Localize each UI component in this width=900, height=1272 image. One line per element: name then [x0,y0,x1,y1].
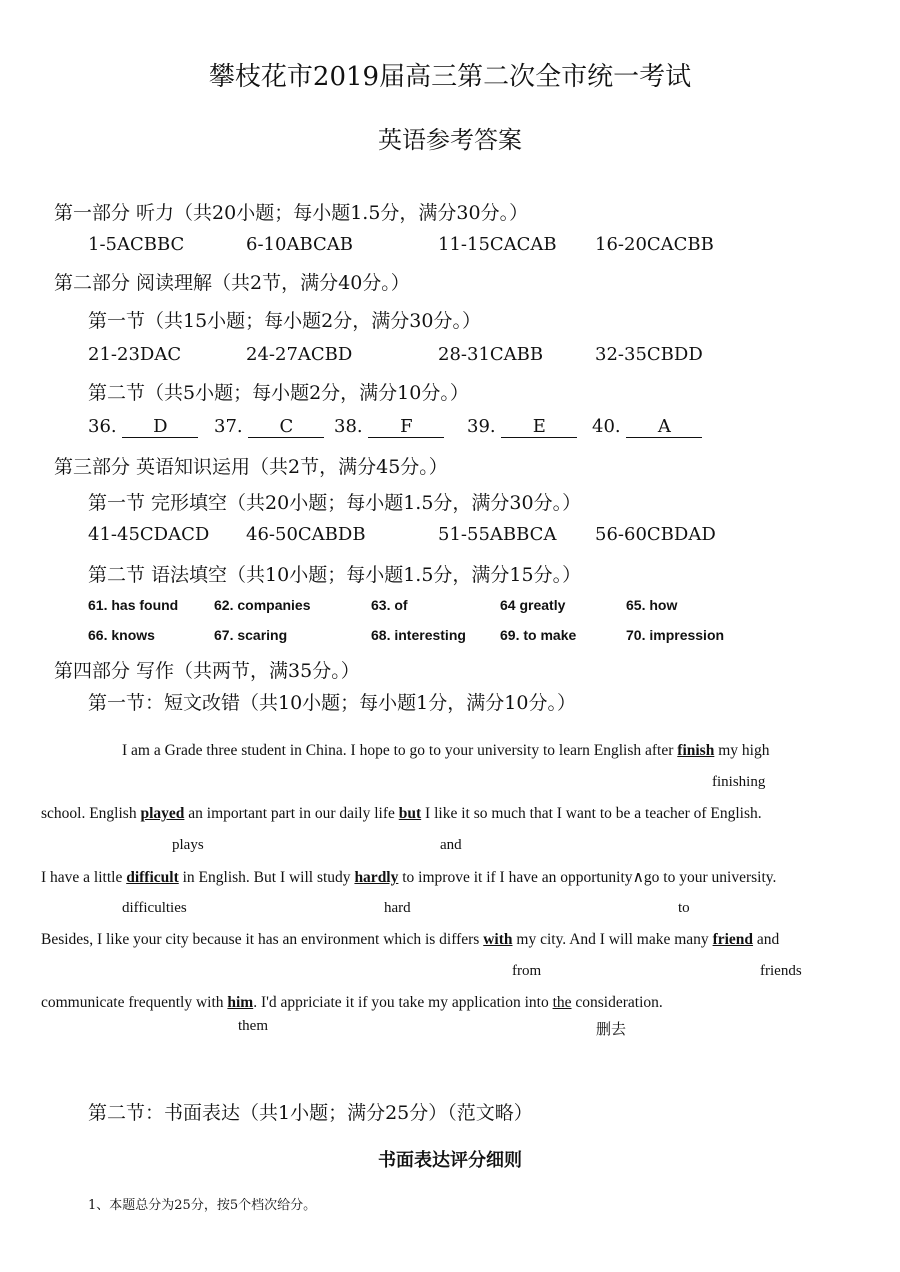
grammar-answer: 67. scaring [214,627,288,643]
essay-line: school. English played an important part in our daily life but I like it so much that I want to be a teacher of English. [41,805,762,822]
answer-group: 56-60CBDAD [595,524,716,545]
grammar-answer: 65. how [626,597,678,613]
grammar-answer: 62. companies [214,597,311,613]
answer-group: 51-55ABBCA [438,524,557,545]
error-word: played [140,805,185,822]
error-word: hardly [354,869,399,886]
error-word: but [398,805,422,822]
grammar-answer: 61. has found [88,597,179,613]
essay-line: I have a little difficult in English. But I will study hardly to improve it if I have an opportunity∧go to your university. [41,869,777,886]
blank-item: 39. E [467,416,577,438]
answer-group: 16-20CACBB [595,234,714,255]
error-word: friend [712,931,754,948]
correction: friends [760,963,802,979]
error-word: the [552,994,572,1011]
answer-group: 1-5ACBBC [88,234,185,255]
blank-item: 40. A [592,416,702,438]
grammar-answer: 70. impression [626,627,725,643]
grammar-answer: 68. interesting [371,627,466,643]
error-word: him [227,994,254,1011]
page-subtitle: 英语参考答案 [378,126,522,154]
part2-sec2-heading: 第二节（共5小题；每小题2分，满分10分。） [88,382,469,404]
correction: from [512,963,542,979]
insert-mark: ∧ [632,869,644,886]
part2-sec1-heading: 第一节（共15小题；每小题2分，满分30分。） [88,310,481,332]
correction: 删去 [596,1022,627,1038]
essay-line: I am a Grade three student in China. I hope to go to your university to learn English after finish my high [122,742,770,759]
blank-answer: F [368,416,444,438]
blank-item: 38. F [334,416,444,438]
part3-sec2-heading: 第二节 语法填空（共10小题；每小题1.5分，满分15分。） [88,564,582,586]
blank-answer: D [122,416,198,438]
part1-heading: 第一部分 听力（共20小题；每小题1.5分，满分30分。） [54,202,529,224]
error-word: finish [677,742,715,759]
correction: finishing [712,774,766,790]
correction: plays [172,837,204,853]
answer-group: 11-15CACAB [438,234,557,255]
answer-group: 28-31CABB [438,344,544,365]
correction: and [440,837,462,853]
grammar-answer: 66. knows [88,627,155,643]
answer-group: 32-35CBDD [595,344,703,365]
answer-group: 24-27ACBD [246,344,353,365]
part2-heading: 第二部分 阅读理解（共2节，满分40分。） [54,272,410,294]
part4-heading: 第四部分 写作（共两节，满35分。） [54,660,360,682]
answer-group: 21-23DAC [88,344,182,365]
error-word: with [483,931,513,948]
grammar-answer: 69. to make [500,627,577,643]
part4-sec1-heading: 第一节：短文改错（共10小题；每小题1分，满分10分。） [88,692,576,714]
answer-group: 6-10ABCAB [246,234,353,255]
page-title: 攀枝花市2019届高三第二次全市统一考试 [208,62,692,92]
essay-line: communicate frequently with him. I'd appriciate it if you take my application into the consideration. [41,994,663,1011]
part3-sec1-heading: 第一节 完形填空（共20小题；每小题1.5分，满分30分。） [88,492,582,514]
answer-group: 46-50CABDB [246,524,366,545]
correction: to [678,900,690,916]
grammar-answer: 64 greatly [500,597,566,613]
blank-item: 37. C [214,416,324,438]
correction: hard [384,900,411,916]
scoring-item: 1、本题总分为25分，按5个档次给分。 [88,1198,317,1213]
scoring-heading: 书面表达评分细则 [378,1150,522,1171]
blank-answer: A [626,416,702,438]
blank-item: 36. D [88,416,198,438]
correction: difficulties [122,900,187,916]
blank-answer: C [248,416,324,438]
grammar-answer: 63. of [371,597,408,613]
part4-sec2-heading: 第二节：书面表达（共1小题；满分25分）（范文略） [88,1102,533,1124]
correction: them [238,1018,268,1034]
part3-heading: 第三部分 英语知识运用（共2节，满分45分。） [54,456,448,478]
answer-group: 41-45CDACD [88,524,210,545]
blank-answer: E [501,416,577,438]
error-word: difficult [126,869,179,886]
essay-line: Besides, I like your city because it has an environment which is differs with my city. And I will make many friend and [41,931,780,948]
